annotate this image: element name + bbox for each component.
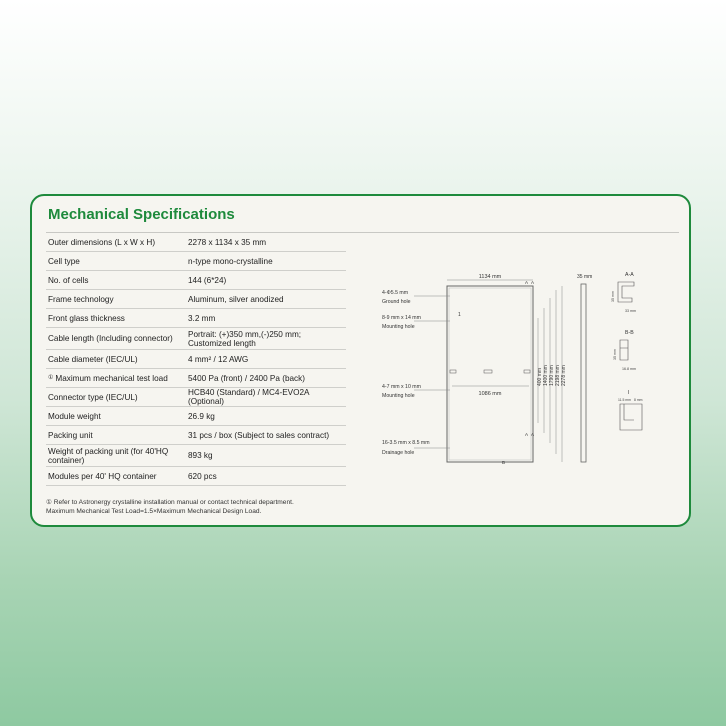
- spec-label: Packing unit: [48, 430, 93, 440]
- spec-row: [46, 290, 346, 309]
- spec-label: [46, 374, 188, 383]
- spec-label: Cable length (Including connector): [48, 334, 173, 343]
- spec-row: [46, 233, 346, 252]
- spec-label: Modules per 40' HQ container: [48, 471, 157, 481]
- spec-value: 4 mm² / 12 AWG: [188, 354, 249, 364]
- section-bb-profile: [620, 340, 628, 360]
- footnote-line: ① Refer to Astronergy crystalline installation manual or contact technical department.: [46, 499, 294, 506]
- drain-hole-label: Drainage hole: [382, 450, 415, 456]
- section-aa-profile: [618, 282, 634, 302]
- spec-value: 893 kg: [188, 451, 213, 460]
- spec-value: 620 pcs: [188, 471, 217, 481]
- spec-label: Weight of packing unit (for 40'HQ container): [48, 446, 169, 465]
- spec-label: Cell type: [48, 256, 80, 266]
- mount-hole: [450, 370, 456, 373]
- footnote-line: Maximum Mechanical Test Load=1.5×Maximum Mechanical Design Load.: [46, 507, 262, 515]
- mount-hole: [524, 370, 530, 373]
- mount-hole-2-label: Mounting hole: [382, 393, 415, 399]
- bb-w-dim: 16.8 mm: [622, 367, 636, 371]
- spec-value: 5400 Pa (front) / 2400 Pa (back): [188, 373, 305, 383]
- mount-hole-1-label: Mounting hole: [382, 324, 415, 330]
- footnote: [46, 499, 294, 516]
- specs-table: [46, 233, 346, 486]
- spec-value: 26.9 kg: [188, 411, 215, 421]
- ground-hole-label: Ground hole: [382, 299, 411, 305]
- spec-row: [46, 328, 346, 350]
- aa-h-dim: 35 mm: [611, 291, 615, 302]
- mount-hole: [484, 370, 492, 373]
- footnote-marker: ①: [48, 374, 54, 381]
- module-dimension-drawing: [372, 268, 672, 468]
- bb-h-dim: 35 mm: [613, 349, 617, 360]
- i-w1-dim: 11.5 mm: [618, 398, 631, 402]
- inner-width-dim-text: 1086 mm: [478, 391, 502, 397]
- spec-row: [46, 309, 346, 328]
- section-bb-label: B-B: [625, 330, 634, 336]
- width-dim-text: 1134 mm: [478, 274, 502, 280]
- section-marker-a: A: [525, 280, 529, 285]
- v-dim-text: 1400 mm: [543, 365, 549, 386]
- ground-hole-dim: 4-Φ5.5 mm: [382, 290, 409, 296]
- thickness-dim-text: 35 mm: [577, 274, 593, 280]
- spec-label: Cable diameter (IEC/UL): [48, 354, 138, 364]
- spec-value: 3.2 mm: [188, 313, 216, 323]
- section-title: Mechanical Specifications: [48, 206, 235, 223]
- aa-w-dim: 33 mm: [625, 309, 636, 313]
- drain-hole-dim: 16-3.5 mm x 8.5 mm: [382, 440, 430, 446]
- spec-value: HCB40 (Standard) / MC4-EVO2A (Optional): [188, 388, 310, 406]
- spec-label: Connector type (IEC/UL): [48, 392, 138, 402]
- side-profile: [581, 284, 586, 462]
- spec-label: No. of cells: [48, 275, 89, 285]
- spec-value: n-type mono-crystalline: [188, 256, 273, 266]
- section-marker-a: A: [531, 432, 535, 437]
- v-dim-text: 2198 mm: [555, 365, 561, 386]
- spec-row: [46, 388, 346, 407]
- v-dim-text: 2278 mm: [561, 365, 567, 386]
- spec-row: [46, 426, 346, 445]
- callout-1: 1: [458, 312, 461, 318]
- spec-label: Module weight: [48, 411, 101, 421]
- spec-value: 31 pcs / box (Subject to sales contract): [188, 430, 330, 440]
- section-i-profile: [620, 404, 642, 430]
- mount-hole-1-dim: 8-9 mm x 14 mm: [382, 315, 421, 321]
- section-marker-a: A: [531, 280, 535, 285]
- spec-row: [46, 369, 346, 388]
- spec-row: [46, 271, 346, 290]
- spec-row: [46, 445, 346, 467]
- section-marker-b: B: [502, 460, 506, 465]
- spec-row: [46, 407, 346, 426]
- spec-label-text: Maximum mechanical test load: [55, 373, 168, 383]
- panel-inner-outline: [449, 288, 531, 460]
- spec-label: Frame technology: [48, 294, 114, 304]
- spec-value: 144 (6*24): [188, 275, 227, 285]
- section-i-label: I: [628, 390, 630, 396]
- i-w2-dim: 8 mm: [634, 398, 643, 402]
- v-dim-text: 400 mm: [537, 367, 543, 386]
- spec-label: Outer dimensions (L x W x H): [48, 237, 156, 247]
- spec-value: Portrait: (+)350 mm,(-)250 mm; Customized length: [188, 329, 302, 348]
- spec-value: Aluminum, silver anodized: [188, 294, 284, 304]
- section-aa-label: A-A: [625, 272, 634, 278]
- spec-row: [46, 467, 346, 486]
- spec-value: 2278 x 1134 x 35 mm: [188, 237, 267, 247]
- v-dim-text: 1790 mm: [549, 365, 555, 386]
- mount-hole-2-dim: 4-7 mm x 10 mm: [382, 384, 421, 390]
- spec-row: [46, 350, 346, 369]
- spec-label: Front glass thickness: [48, 313, 125, 323]
- spec-row: [46, 252, 346, 271]
- section-marker-a: A: [525, 432, 529, 437]
- mechanical-specs-card: [30, 194, 691, 527]
